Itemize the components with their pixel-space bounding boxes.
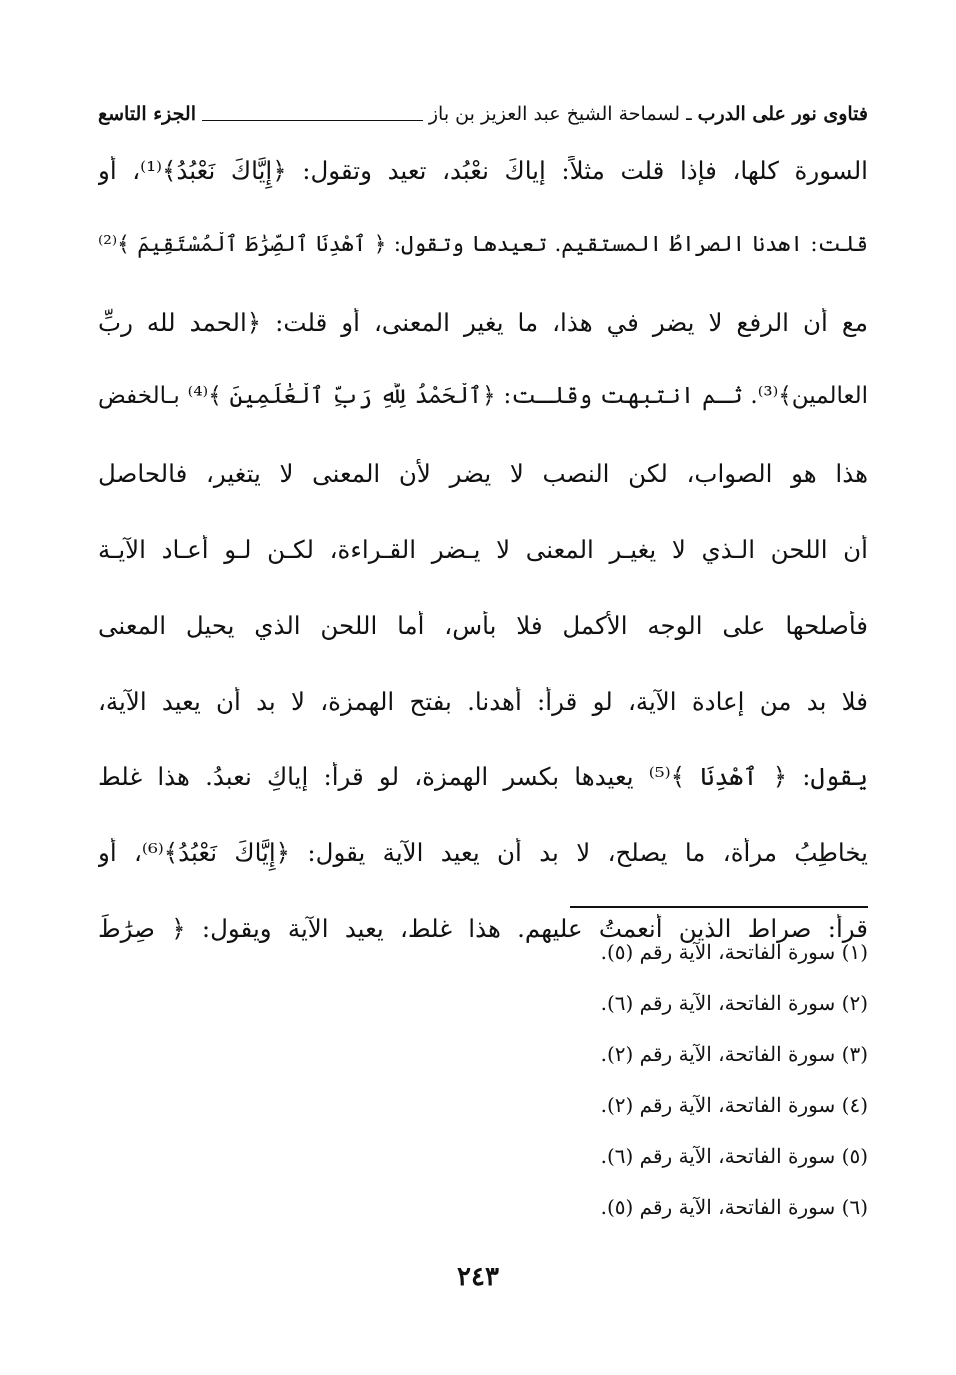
body-line: السورة كلها، فإذا قلت مثلاً: إياكَ نعْبُد، تعيد وتقول: ﴿إِيَّاكَ نَعْبُدُ﴾⁽¹⁾، أو — [98, 156, 868, 185]
body-line: العالمين﴾⁽³⁾. ثـم انتبهت وقلـت: ﴿ٱلْحَمْدُ لِلَّهِ رَبِّ ٱلْعَٰلَمِينَ ﴾⁽⁴⁾ بـالخفض — [98, 383, 868, 410]
part-label: الجزء التاسع — [98, 103, 196, 125]
book-title: فتاوى نور على الدرب — [697, 103, 868, 125]
body-line: قرأ: صراط الذين أنعمتُ عليهم. هذا غلط، يعيد الآية ويقول: ﴿ صِرَٰطَ — [98, 913, 868, 943]
body-line: هذا هو الصواب، لكن النصب لا يضر لأن المعنى لا يتغير، فالحاصل — [98, 459, 868, 489]
footnotes — [98, 940, 868, 1246]
footnote: (٤) سورة الفاتحة، الآية رقم (٢). — [600, 1093, 868, 1117]
body-text — [98, 156, 868, 990]
body-line: فلا بد من إعادة الآية، لو قرأ: أَهدنا. بفتح الهمزة، لا بد أن يعيد الآية، — [98, 686, 868, 716]
footnote: (٣) سورة الفاتحة، الآية رقم (٢). — [600, 1042, 868, 1066]
footnote: (٢) سورة الفاتحة، الآية رقم (٦). — [600, 991, 868, 1015]
body-line: مع أن الرفع لا يضر في هذا، ما يغير المعنى، أو قلت: ﴿الحمد لله ربِّ — [98, 307, 868, 337]
footnote: (١) سورة الفاتحة، الآية رقم (٥). — [600, 940, 868, 964]
body-line: يخاطِبُ مرأة، ما يصلح، لا بد أن يعيد الآية يقول: ﴿إِيَّاكَ نَعْبُدُ﴾⁽⁶⁾، أو — [98, 838, 868, 868]
body-line: أن اللحن الـذي لا يغيـر المعنى لا يـضر القـراءة، لكـن لـو أعـاد الآيـة — [98, 534, 868, 564]
page-number: ٢٤٣ — [457, 1262, 499, 1292]
header-rule — [202, 120, 423, 121]
footnote-separator — [570, 906, 868, 908]
author-name: لسماحة الشيخ عبد العزيز بن باز — [428, 103, 681, 125]
body-line: قلت: اهدنا الصراطُ المستقيم. تعيدها وتقول: ﴿ ٱهْدِنَا ٱلصِّرَٰطَ ٱلْمُسْتَقِيمَ ﴾⁽²⁾ — [98, 231, 868, 257]
header-separator: ـ — [686, 103, 692, 125]
body-line: يقول: ﴿ ٱهْدِنَا ﴾⁽⁵⁾ يعيدها بكسر الهمزة، لو قرأ: إياكِ نعبدُ. هذا غلط — [98, 762, 868, 792]
footnote: (٦) سورة الفاتحة، الآية رقم (٥). — [600, 1195, 868, 1219]
running-header — [98, 96, 868, 132]
footnote: (٥) سورة الفاتحة، الآية رقم (٦). — [600, 1144, 868, 1168]
body-line: فأصلحها على الوجه الأكمل فلا بأس، أما اللحن الذي يحيل المعنى — [98, 610, 868, 640]
